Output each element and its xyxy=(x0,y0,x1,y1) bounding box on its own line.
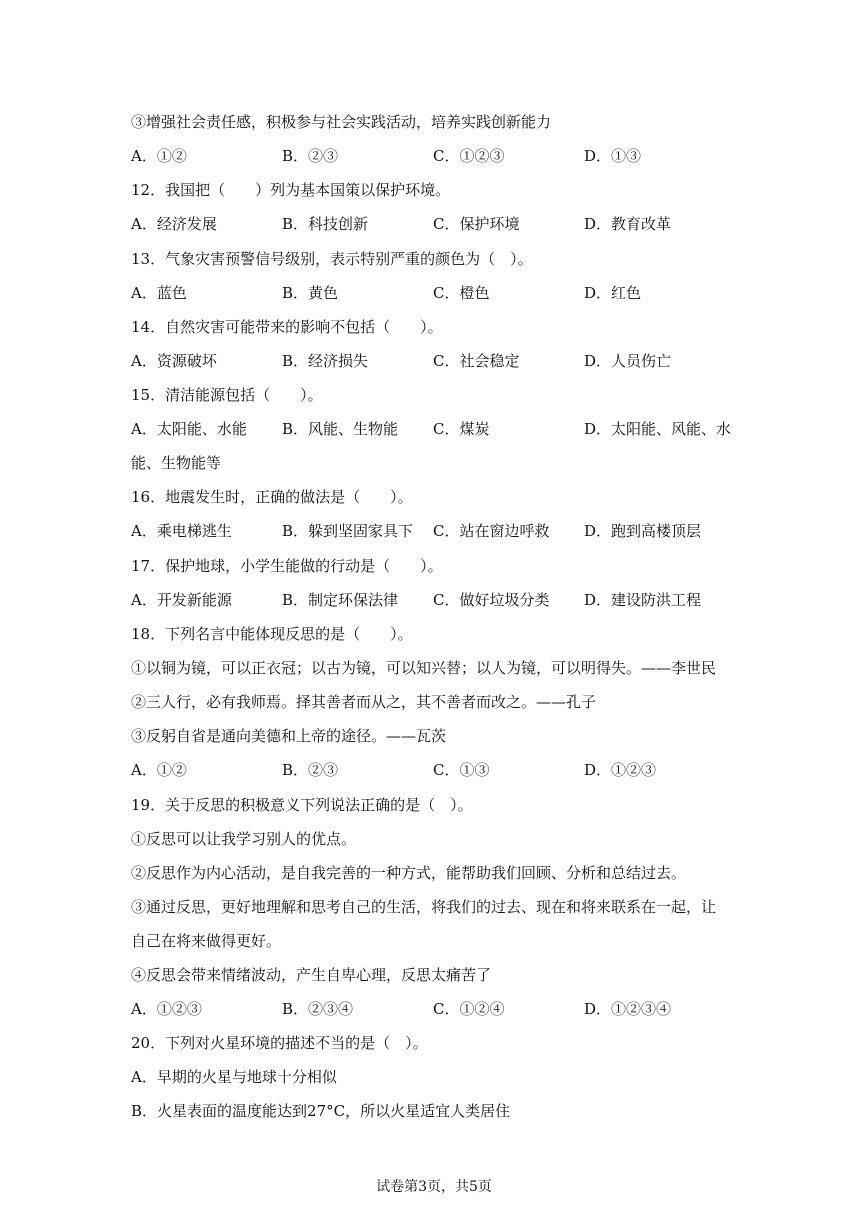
q12-stem: 12．我国把（ ）列为基本国策以保护环境。 xyxy=(131,181,451,199)
q11-option-c[interactable]: C．①②③ xyxy=(433,147,505,165)
q15-option-b[interactable]: B．风能、生物能 xyxy=(282,420,399,438)
q19-option-d[interactable]: D．①②③④ xyxy=(584,1000,672,1018)
q17-option-c[interactable]: C．做好垃圾分类 xyxy=(433,591,550,609)
q15-options xyxy=(131,419,751,439)
q14-option-a[interactable]: A．资源破坏 xyxy=(131,352,217,370)
q19-options xyxy=(131,999,751,1019)
q14-stem: 14．自然灾害可能带来的影响不包括（ ）。 xyxy=(131,318,443,336)
q11-option-d[interactable]: D．①③ xyxy=(584,147,642,165)
q18-option-b[interactable]: B．②③ xyxy=(282,761,339,779)
q20-option-b[interactable]: B．火星表面的温度能达到27°C，所以火星适宜人类居住 xyxy=(131,1102,511,1120)
q15-option-a[interactable]: A．太阳能、水能 xyxy=(131,420,247,438)
q18-option-a[interactable]: A．①② xyxy=(131,761,187,779)
q18-statement-2: ②三人行，必有我师焉。择其善者而从之，其不善者而改之。——孔子 xyxy=(131,693,597,711)
q19-option-a[interactable]: A．①②③ xyxy=(131,1000,202,1018)
q19-option-c[interactable]: C．①②④ xyxy=(433,1000,505,1018)
q17-options xyxy=(131,590,751,610)
q20-option-a[interactable]: A．早期的火星与地球十分相似 xyxy=(131,1068,337,1086)
q19-statement-3: ③通过反思，更好地理解和思考自己的生活，将我们的过去、现在和将来联系在一起，让 xyxy=(131,898,717,916)
q14-options xyxy=(131,351,751,371)
q13-option-d[interactable]: D．红色 xyxy=(584,284,642,302)
q19-statement-4: ④反思会带来情绪波动，产生自卑心理，反思太痛苦了 xyxy=(131,966,492,984)
q12-option-d[interactable]: D．教育改革 xyxy=(584,215,672,233)
q14-option-d[interactable]: D．人员伤亡 xyxy=(584,352,672,370)
q16-options xyxy=(131,521,751,541)
q20-stem: 20．下列对火星环境的描述不当的是（ ）。 xyxy=(131,1034,428,1052)
q11-statement-3: ③增强社会责任感，积极参与社会实践活动，培养实践创新能力 xyxy=(131,113,552,131)
q18-option-c[interactable]: C．①③ xyxy=(433,761,490,779)
q13-option-a[interactable]: A．蓝色 xyxy=(131,284,187,302)
q18-stem: 18．下列名言中能体现反思的是（ ）。 xyxy=(131,625,413,643)
q13-option-c[interactable]: C．橙色 xyxy=(433,284,490,302)
q18-statement-1: ①以铜为镜，可以正衣冠；以古为镜，可以知兴替；以人为镜，可以明得失。——李世民 xyxy=(131,659,717,677)
q14-option-b[interactable]: B．经济损失 xyxy=(282,352,369,370)
q16-option-d[interactable]: D．跑到高楼顶层 xyxy=(584,522,702,540)
q19-statement-1: ①反思可以让我学习别人的优点。 xyxy=(131,830,357,848)
q12-option-b[interactable]: B．科技创新 xyxy=(282,215,369,233)
q16-option-a[interactable]: A．乘电梯逃生 xyxy=(131,522,232,540)
q16-option-b[interactable]: B．躲到坚固家具下 xyxy=(282,522,414,540)
q12-options xyxy=(131,214,751,234)
q18-statement-3: ③反躬自省是通向美德和上帝的途径。——瓦茨 xyxy=(131,727,447,745)
page-footer: 试卷第3页，共5页 xyxy=(376,1179,492,1195)
q15-option-d-continuation: 能、生物能等 xyxy=(131,454,222,472)
q15-stem: 15．清洁能源包括（ ）。 xyxy=(131,386,323,404)
q14-option-c[interactable]: C．社会稳定 xyxy=(433,352,520,370)
q13-options xyxy=(131,283,751,303)
q13-stem: 13．气象灾害预警信号级别，表示特别严重的颜色为（ ）。 xyxy=(131,250,533,268)
q13-option-b[interactable]: B．黄色 xyxy=(282,284,339,302)
q18-option-d[interactable]: D．①②③ xyxy=(584,761,657,779)
q11-option-a[interactable]: A．①② xyxy=(131,147,187,165)
q12-option-a[interactable]: A．经济发展 xyxy=(131,215,217,233)
q17-option-b[interactable]: B．制定环保法律 xyxy=(282,591,399,609)
q18-options xyxy=(131,760,751,780)
q15-option-d[interactable]: D．太阳能、风能、水 xyxy=(584,420,732,438)
q16-stem: 16．地震发生时，正确的做法是（ ）。 xyxy=(131,488,413,506)
q11-options xyxy=(131,146,751,166)
q15-option-c[interactable]: C．煤炭 xyxy=(433,420,490,438)
q12-option-c[interactable]: C．保护环境 xyxy=(433,215,520,233)
q19-statement-2: ②反思作为内心活动，是自我完善的一种方式，能帮助我们回顾、分析和总结过去。 xyxy=(131,864,687,882)
q16-option-c[interactable]: C．站在窗边呼救 xyxy=(433,522,550,540)
q17-option-a[interactable]: A．开发新能源 xyxy=(131,591,232,609)
q11-option-b[interactable]: B．②③ xyxy=(282,147,339,165)
q19-stem: 19．关于反思的积极意义下列说法正确的是（ ）。 xyxy=(131,796,473,814)
q19-statement-3-continuation: 自己在将来做得更好。 xyxy=(131,932,282,950)
q19-option-b[interactable]: B．②③④ xyxy=(282,1000,354,1018)
q17-stem: 17．保护地球，小学生能做的行动是（ ）。 xyxy=(131,557,443,575)
q17-option-d[interactable]: D．建设防洪工程 xyxy=(584,591,702,609)
